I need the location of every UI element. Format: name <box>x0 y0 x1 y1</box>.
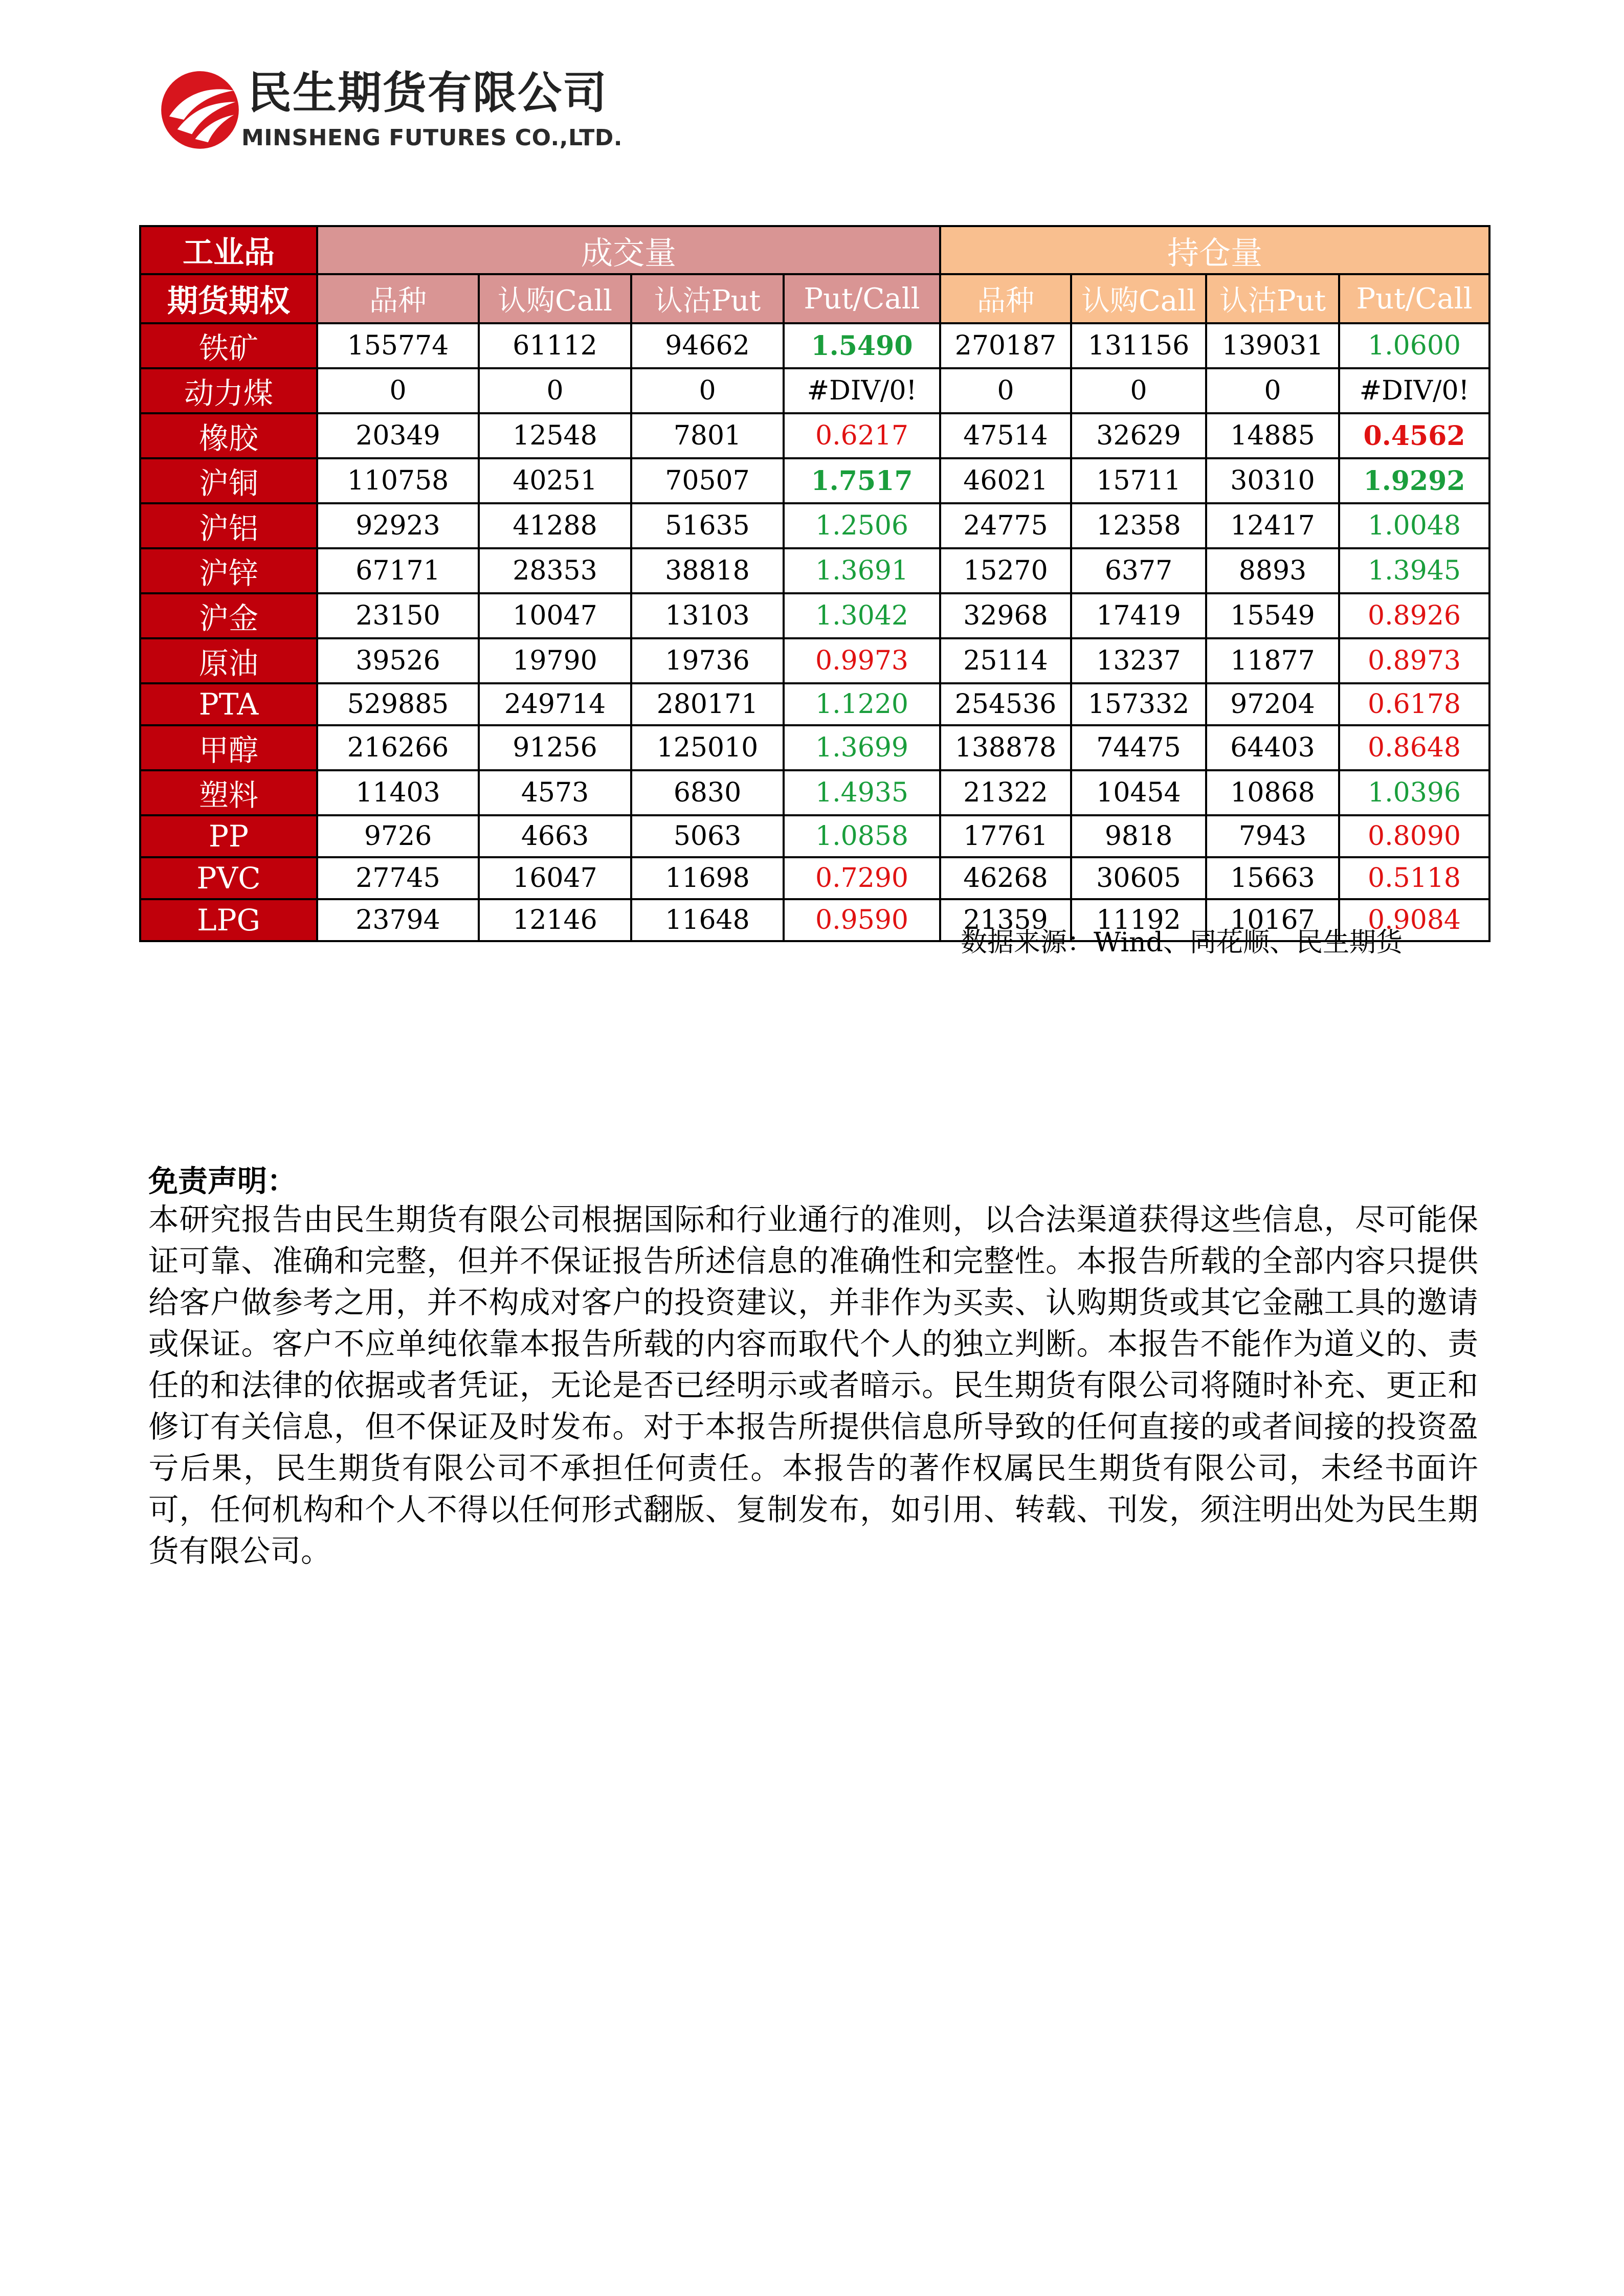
vol-call-cell: 41288 <box>479 503 631 548</box>
oi-put-cell: 15549 <box>1206 593 1339 638</box>
oi-variety-total-cell: 46268 <box>940 857 1071 899</box>
vol-put-cell: 19736 <box>631 638 784 683</box>
vol-call-cell: 19790 <box>479 638 631 683</box>
vol-call-cell: 0 <box>479 368 631 413</box>
oi-variety-total-cell: 17761 <box>940 815 1071 857</box>
oi-put-cell: 64403 <box>1206 725 1339 770</box>
vol-call-cell: 40251 <box>479 458 631 503</box>
oi-variety-total-cell: 25114 <box>940 638 1071 683</box>
variety-name: 沪铝 <box>140 503 317 548</box>
vol-put-cell: 7801 <box>631 413 784 458</box>
variety-name: 沪金 <box>140 593 317 638</box>
variety-name: 橡胶 <box>140 413 317 458</box>
vol-put-call-ratio-cell: 0.6217 <box>784 413 940 458</box>
oi-put-call-ratio-cell: 1.3945 <box>1339 548 1489 593</box>
oi-call-cell: 157332 <box>1071 683 1206 725</box>
variety-name: PTA <box>140 683 317 725</box>
table-row <box>140 503 1489 548</box>
oi-call-cell: 6377 <box>1071 548 1206 593</box>
oi-put-cell: 139031 <box>1206 323 1339 368</box>
table-row <box>140 413 1489 458</box>
table-row <box>140 683 1489 725</box>
vol-put-call-ratio-cell: 1.4935 <box>784 770 940 815</box>
oi-call-cell: 12358 <box>1071 503 1206 548</box>
oi-variety-total-cell: 138878 <box>940 725 1071 770</box>
oi-put-cell: 10167 <box>1206 899 1339 941</box>
vol-call-cell: 12548 <box>479 413 631 458</box>
variety-name: 原油 <box>140 638 317 683</box>
variety-name: 塑料 <box>140 770 317 815</box>
oi-put-cell: 10868 <box>1206 770 1339 815</box>
vol-call-cell: 16047 <box>479 857 631 899</box>
vol-put-call-ratio-cell: 1.3699 <box>784 725 940 770</box>
volume-group-header: 成交量 <box>317 226 940 274</box>
oi-header-variety: 品种 <box>940 274 1071 323</box>
vol-variety-total-cell: 216266 <box>317 725 479 770</box>
oi-header-ratio: Put/Call <box>1339 274 1489 323</box>
corner-label-2: 期货期权 <box>140 274 317 323</box>
oi-put-cell: 15663 <box>1206 857 1339 899</box>
oi-put-call-ratio-cell: 0.8926 <box>1339 593 1489 638</box>
vol-call-cell: 61112 <box>479 323 631 368</box>
oi-variety-total-cell: 47514 <box>940 413 1071 458</box>
vol-call-cell: 10047 <box>479 593 631 638</box>
oi-call-cell: 17419 <box>1071 593 1206 638</box>
oi-put-call-ratio-cell: 0.8648 <box>1339 725 1489 770</box>
oi-put-cell: 11877 <box>1206 638 1339 683</box>
table-row <box>140 770 1489 815</box>
vol-variety-total-cell: 110758 <box>317 458 479 503</box>
oi-put-call-ratio-cell: 0.8090 <box>1339 815 1489 857</box>
vol-variety-total-cell: 39526 <box>317 638 479 683</box>
vol-put-cell: 11698 <box>631 857 784 899</box>
oi-put-cell: 7943 <box>1206 815 1339 857</box>
oi-call-cell: 13237 <box>1071 638 1206 683</box>
vol-put-cell: 125010 <box>631 725 784 770</box>
variety-name: PVC <box>140 857 317 899</box>
vol-header-put: 认沽Put <box>631 274 784 323</box>
vol-variety-total-cell: 23794 <box>317 899 479 941</box>
oi-header-put: 认沽Put <box>1206 274 1339 323</box>
variety-name: 动力煤 <box>140 368 317 413</box>
vol-variety-total-cell: 92923 <box>317 503 479 548</box>
vol-variety-total-cell: 9726 <box>317 815 479 857</box>
table-row <box>140 815 1489 857</box>
vol-header-ratio: Put/Call <box>784 274 940 323</box>
variety-name: 铁矿 <box>140 323 317 368</box>
table-row <box>140 593 1489 638</box>
oi-put-cell: 12417 <box>1206 503 1339 548</box>
vol-put-call-ratio-cell: 1.3042 <box>784 593 940 638</box>
vol-put-call-ratio-cell: 0.7290 <box>784 857 940 899</box>
vol-put-call-ratio-cell: 0.9590 <box>784 899 940 941</box>
vol-put-cell: 6830 <box>631 770 784 815</box>
vol-call-cell: 28353 <box>479 548 631 593</box>
variety-name: LPG <box>140 899 317 941</box>
oi-variety-total-cell: 21359 <box>940 899 1071 941</box>
vol-variety-total-cell: 20349 <box>317 413 479 458</box>
oi-call-cell: 0 <box>1071 368 1206 413</box>
oi-put-cell: 97204 <box>1206 683 1339 725</box>
vol-put-cell: 70507 <box>631 458 784 503</box>
vol-put-call-ratio-cell: 0.9973 <box>784 638 940 683</box>
company-name-cn: 民生期货有限公司 <box>248 68 608 119</box>
company-logo <box>160 65 620 152</box>
vol-header-call: 认购Call <box>479 274 631 323</box>
oi-call-cell: 15711 <box>1071 458 1206 503</box>
table-row <box>140 857 1489 899</box>
oi-call-cell: 10454 <box>1071 770 1206 815</box>
vol-put-cell: 280171 <box>631 683 784 725</box>
oi-variety-total-cell: 15270 <box>940 548 1071 593</box>
oi-put-call-ratio-cell: 0.8973 <box>1339 638 1489 683</box>
oi-put-call-ratio-cell: 0.9084 <box>1339 899 1489 941</box>
vol-put-call-ratio-cell: 1.2506 <box>784 503 940 548</box>
table-row <box>140 548 1489 593</box>
oi-call-cell: 9818 <box>1071 815 1206 857</box>
oi-put-call-ratio-cell: 1.0600 <box>1339 323 1489 368</box>
vol-put-call-ratio-cell: 1.3691 <box>784 548 940 593</box>
oi-variety-total-cell: 46021 <box>940 458 1071 503</box>
oi-put-call-ratio-cell: #DIV/0! <box>1339 368 1489 413</box>
oi-put-cell: 0 <box>1206 368 1339 413</box>
vol-put-call-ratio-cell: 1.7517 <box>784 458 940 503</box>
oi-call-cell: 32629 <box>1071 413 1206 458</box>
table-row <box>140 368 1489 413</box>
oi-variety-total-cell: 21322 <box>940 770 1071 815</box>
oi-put-call-ratio-cell: 1.0396 <box>1339 770 1489 815</box>
oi-header-call: 认购Call <box>1071 274 1206 323</box>
vol-call-cell: 4573 <box>479 770 631 815</box>
vol-put-call-ratio-cell: 1.1220 <box>784 683 940 725</box>
vol-variety-total-cell: 23150 <box>317 593 479 638</box>
variety-name: 沪铜 <box>140 458 317 503</box>
oi-put-cell: 8893 <box>1206 548 1339 593</box>
oi-call-cell: 30605 <box>1071 857 1206 899</box>
oi-put-cell: 14885 <box>1206 413 1339 458</box>
oi-variety-total-cell: 270187 <box>940 323 1071 368</box>
vol-call-cell: 12146 <box>479 899 631 941</box>
oi-call-cell: 74475 <box>1071 725 1206 770</box>
variety-name: PP <box>140 815 317 857</box>
disclaimer-body: 本研究报告由民生期货有限公司根据国际和行业通行的准则，以合法渠道获得这些信息，尽可能保证可靠、准确和完整，但并不保证报告所述信息的准确性和完整性。本报告所载的全部内容只提供给客户做参考之用，并不构成对客户的投资建议，并非作为买卖、认购期货或其它金融工具的邀请或保证。客户不应单纯依靠本报告所载的内容而取代个人的独立判断。本报告不能作为道义的、责任的和法律的依据或者凭证，无论是否已经明示或者暗示。民生期货有限公司将随时补充、更正和修订有关信息，但不保证及时发布。对于本报告所提供信息所导致的任何直接的或者间接的投资盈亏后果，民生期货有限公司不承担任何责任。本报告的著作权属民生期货有限公司，未经书面许可，任何机构和个人不得以任何形式翻版、复制发布，如引用、转载、刊发，须注明出处为民生期货有限公司。 <box>148 1202 1478 1569</box>
table-row <box>140 323 1489 368</box>
variety-name: 沪锌 <box>140 548 317 593</box>
oi-variety-total-cell: 0 <box>940 368 1071 413</box>
vol-variety-total-cell: 11403 <box>317 770 479 815</box>
vol-variety-total-cell: 0 <box>317 368 479 413</box>
vol-put-cell: 0 <box>631 368 784 413</box>
vol-put-call-ratio-cell: 1.5490 <box>784 323 940 368</box>
vol-put-cell: 11648 <box>631 899 784 941</box>
vol-put-cell: 5063 <box>631 815 784 857</box>
data-source-note: 数据来源：Wind、同花顺、民生期货 <box>961 927 1403 958</box>
oi-call-cell: 11192 <box>1071 899 1206 941</box>
vol-call-cell: 4663 <box>479 815 631 857</box>
oi-variety-total-cell: 254536 <box>940 683 1071 725</box>
oi-put-call-ratio-cell: 0.5118 <box>1339 857 1489 899</box>
oi-put-call-ratio-cell: 0.4562 <box>1339 413 1489 458</box>
table-row <box>140 638 1489 683</box>
oi-put-call-ratio-cell: 1.9292 <box>1339 458 1489 503</box>
oi-variety-total-cell: 24775 <box>940 503 1071 548</box>
vol-put-cell: 94662 <box>631 323 784 368</box>
vol-header-variety: 品种 <box>317 274 479 323</box>
vol-call-cell: 91256 <box>479 725 631 770</box>
oi-put-call-ratio-cell: 1.0048 <box>1339 503 1489 548</box>
vol-variety-total-cell: 27745 <box>317 857 479 899</box>
oi-variety-total-cell: 32968 <box>940 593 1071 638</box>
vol-variety-total-cell: 529885 <box>317 683 479 725</box>
disclaimer-title: 免责声明： <box>148 1164 297 1198</box>
vol-put-cell: 13103 <box>631 593 784 638</box>
vol-variety-total-cell: 155774 <box>317 323 479 368</box>
vol-put-cell: 38818 <box>631 548 784 593</box>
vol-put-cell: 51635 <box>631 503 784 548</box>
table-row <box>140 458 1489 503</box>
oi-group-header: 持仓量 <box>940 226 1489 274</box>
minsheng-logo-icon <box>160 70 240 150</box>
options-table <box>139 225 1490 942</box>
table-row <box>140 725 1489 770</box>
vol-call-cell: 249714 <box>479 683 631 725</box>
oi-put-call-ratio-cell: 0.6178 <box>1339 683 1489 725</box>
vol-variety-total-cell: 67171 <box>317 548 479 593</box>
vol-put-call-ratio-cell: #DIV/0! <box>784 368 940 413</box>
oi-put-cell: 30310 <box>1206 458 1339 503</box>
vol-put-call-ratio-cell: 1.0858 <box>784 815 940 857</box>
company-name-en: MINSHENG FUTURES CO.,LTD. <box>241 125 622 151</box>
variety-name: 甲醇 <box>140 725 317 770</box>
corner-label-1: 工业品 <box>140 226 317 274</box>
oi-call-cell: 131156 <box>1071 323 1206 368</box>
